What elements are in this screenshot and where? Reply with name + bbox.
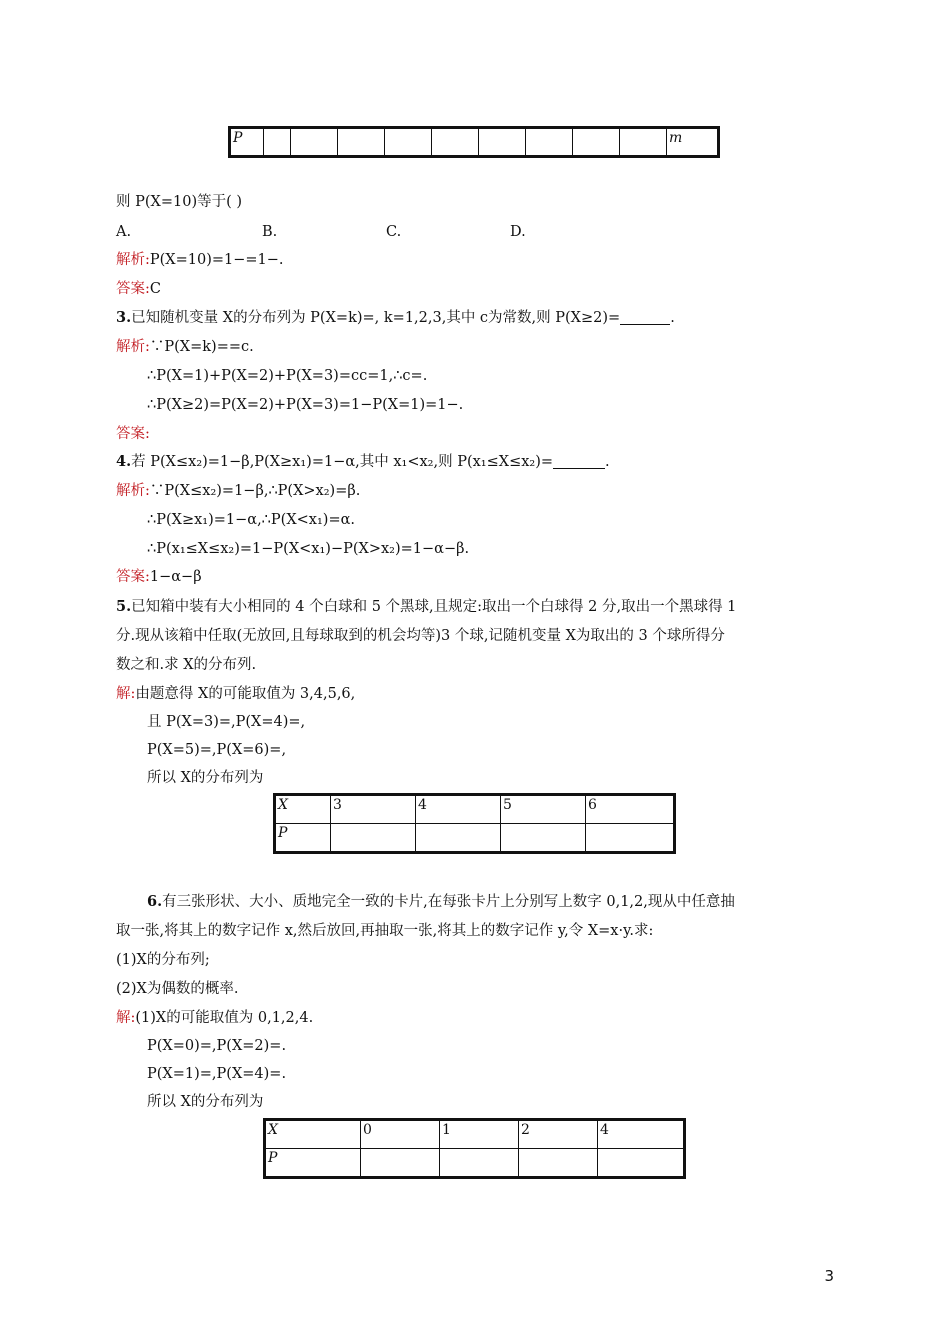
question-number: 5. [116, 598, 132, 615]
q2-stem: 则 P(X=10)等于( ) [116, 194, 243, 210]
analysis-label: 解析: [116, 252, 150, 268]
q5-stem-line-2: 分.现从该箱中任取(无放回,且每球取到的机会均等)3 个球,记随机变量 X为取出的 3 个球所得分 [116, 628, 725, 644]
answer-label: 答案: [116, 426, 150, 442]
q6-stem-line-1: 6.有三张形状、大小、质地完全一致的卡片,在每张卡片上分别写上数字 0,1,2,现从中任意抽 [147, 893, 735, 910]
table-cell [338, 128, 385, 157]
p-value [416, 824, 501, 853]
q3-analysis-line-3: ∴P(X≥2)=P(X=2)+P(X=3)=1−P(X=1)=1−. [147, 397, 464, 413]
q6-stem-line-2: 取一张,将其上的数字记作 x,然后放回,再抽取一张,将其上的数字记作 y,令 X=x·y.求: [116, 923, 654, 939]
p-value [598, 1149, 685, 1178]
row-label-p: P [230, 128, 264, 157]
q5-solution-line-1: 解:由题意得 X的可能取值为 3,4,5,6, [116, 686, 356, 702]
p-value [440, 1149, 519, 1178]
x-value: 4 [598, 1120, 685, 1149]
q3-stem: 3.已知随机变量 X的分布列为 P(X=k)=, k=1,2,3,其中 c为常数,则 P(X≥2)= . [116, 309, 675, 326]
q5-solution-line-2: 且 P(X=3)=,P(X=4)=, [147, 714, 306, 730]
q4-answer [116, 567, 202, 587]
q6-solution-line-1: 解:(1)X的可能取值为 0,1,2,4. [116, 1010, 314, 1026]
table-cell [573, 128, 620, 157]
x-value: 4 [416, 795, 501, 824]
table-cell [264, 128, 291, 157]
q4-analysis-line-1: 解析:∵P(X≤x₂)=1−β,∴P(X>x₂)=β. [116, 483, 361, 499]
x-label: X [275, 795, 331, 824]
p-label: P [275, 824, 331, 853]
q3-analysis-line-2: ∴P(X=1)+P(X=2)+P(X=3)=cc=1,∴c=. [147, 368, 428, 384]
page-number: 3 [824, 1267, 834, 1285]
table-cell [291, 128, 338, 157]
q5-stem-line-3: 数之和.求 X的分布列. [116, 657, 257, 673]
q2-analysis [116, 250, 284, 270]
x-value: 6 [586, 795, 675, 824]
q6-distribution-table [263, 1118, 686, 1179]
answer-text: C [149, 281, 161, 297]
q6-part-1: (1)X的分布列; [116, 952, 210, 968]
solution-label: 解: [116, 1010, 136, 1026]
q3-answer [116, 424, 150, 444]
q6-solution-line-3: P(X=1)=,P(X=4)=. [147, 1066, 287, 1082]
question-number: 4. [116, 453, 132, 470]
table-cell [479, 128, 526, 157]
answer-blank [553, 454, 605, 469]
x-value: 3 [331, 795, 416, 824]
analysis-label: 解析: [116, 339, 150, 355]
p-value [331, 824, 416, 853]
question-text: 已知随机变量 X的分布列为 P(X=k)=, k=1,2,3,其中 c为常数,则 P(X≥2)= [131, 310, 621, 326]
q4-analysis-line-2: ∴P(X≥x₁)=1−α,∴P(X<x₁)=α. [147, 512, 355, 528]
q5-distribution-table [273, 793, 676, 854]
x-value: 1 [440, 1120, 519, 1149]
p-value [519, 1149, 598, 1178]
q5-solution-line-4: 所以 X的分布列为 [147, 770, 264, 786]
q2-option-c: C. [386, 224, 402, 240]
x-value: 5 [501, 795, 586, 824]
q2-option-b: B. [262, 224, 278, 240]
table-cell-m: m [667, 128, 719, 157]
x-label: X [265, 1120, 361, 1149]
top-distribution-table [228, 126, 720, 158]
answer-label: 答案: [116, 281, 150, 297]
q2-option-d: D. [510, 224, 526, 240]
analysis-label: 解析: [116, 483, 150, 499]
q6-solution-line-4: 所以 X的分布列为 [147, 1094, 264, 1110]
table-cell [432, 128, 479, 157]
p-value [361, 1149, 440, 1178]
answer-blank [620, 310, 670, 325]
table-cell [620, 128, 667, 157]
answer-text: 1−α−β [149, 569, 202, 585]
question-number: 3. [116, 309, 132, 326]
q5-solution-line-3: P(X=5)=,P(X=6)=, [147, 742, 287, 758]
q2-answer [116, 279, 161, 299]
table-cell [526, 128, 573, 157]
q6-solution-line-2: P(X=0)=,P(X=2)=. [147, 1038, 287, 1054]
question-number: 6. [147, 893, 163, 910]
q4-analysis-line-3: ∴P(x₁≤X≤x₂)=1−P(X<x₁)−P(X>x₂)=1−α−β. [147, 541, 470, 557]
q2-option-a: A. [116, 224, 132, 240]
q3-analysis-line-1: 解析:∵P(X=k)==c. [116, 339, 254, 355]
q6-part-2: (2)X为偶数的概率. [116, 981, 239, 997]
question-text: 若 P(X≤x₂)=1−β,P(X≥x₁)=1−α,其中 x₁<x₂,则 P(x₁≤X≤x₂)= [131, 454, 554, 470]
analysis-text: P(X=10)=1−=1−. [149, 252, 284, 268]
q4-stem: 4.若 P(X≤x₂)=1−β,P(X≥x₁)=1−α,其中 x₁<x₂,则 P(x₁≤X≤x₂)= . [116, 453, 610, 470]
q5-stem-line-1: 5.已知箱中装有大小相同的 4 个白球和 5 个黑球,且规定:取出一个白球得 2 分,取出一个黑球得 1 [116, 598, 737, 615]
solution-label: 解: [116, 686, 136, 702]
x-value: 0 [361, 1120, 440, 1149]
p-value [501, 824, 586, 853]
p-value [586, 824, 675, 853]
table-cell [385, 128, 432, 157]
p-label: P [265, 1149, 361, 1178]
answer-label: 答案: [116, 569, 150, 585]
x-value: 2 [519, 1120, 598, 1149]
